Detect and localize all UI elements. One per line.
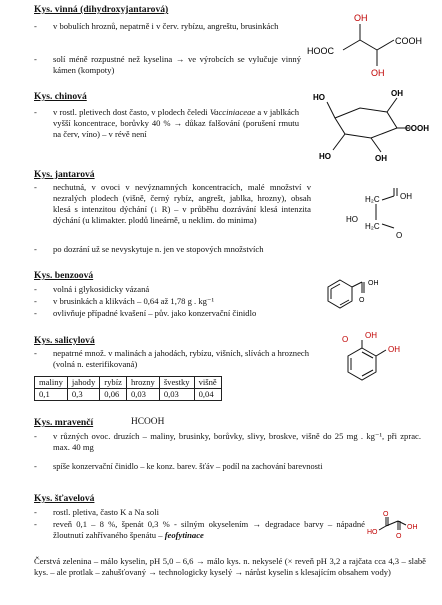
- table-cell: 0,03: [159, 389, 194, 401]
- formula-label: O: [396, 533, 402, 540]
- table-header-cell: maliny: [35, 377, 68, 389]
- formula-text: HCOOH: [131, 417, 165, 427]
- formula-label: H₂C: [365, 222, 380, 231]
- list-item: v bobulích hroznů, nepatrně i v červ. rybízu, angreštu, brusinkách: [53, 21, 279, 31]
- formula-label: HO: [319, 152, 331, 161]
- list-item: v různých ovoc. druzích – maliny, brusinky, borůvky, slivy, broskve, višně do 25 mg . kg⁻¹, při zprac. max. 40 mg: [53, 431, 421, 452]
- formula-label: HO: [313, 93, 325, 102]
- table-header-cell: višně: [194, 377, 221, 389]
- salicylic-acid-structure: [338, 330, 418, 394]
- formula-label: OH: [368, 280, 379, 287]
- bullet-dash: -: [34, 107, 37, 117]
- bullet-dash: -: [34, 284, 37, 294]
- list-item: rostl. pletiva, často K a Na soli: [53, 507, 159, 517]
- formula-label: OH: [407, 524, 418, 531]
- section-title-jantarova: Kys. jantarová: [34, 169, 95, 180]
- formula-label: HO: [346, 215, 358, 224]
- list-item: nechutná, v ovoci v nevýznamných koncentracích, malé množství v nezralých plodech (višně, černý rybíz, angrešt, jablka, hrozny), obsah klesá s intenzitou dýchání (↓ R) – v průběhu dozrávání klesá intenzita dýchání (u klimakter. plodů lineárně, u neklim. do minima): [53, 182, 311, 225]
- formula-label: OH: [371, 68, 385, 78]
- formula-label: COOH: [395, 36, 422, 46]
- italic-term: Vacciniaceae: [209, 107, 256, 117]
- bullet-dash: -: [34, 54, 37, 64]
- bullet-dash: -: [34, 308, 37, 318]
- benzoic-acid-structure: [322, 276, 384, 314]
- formula-label: O: [383, 511, 389, 518]
- table-row: [35, 389, 222, 401]
- summary-paragraph: Čerstvá zelenina – málo kyselin, pH 5,0 – 6,6 → málo kys. n. nekyselé (× reveň pH 3,2 a rajčata cca 4,3 – slabě kys. – ale protlak – zahušťovaný → technologicky kyselý → nárůst kyselin s klesajícím obsahem vody): [34, 556, 426, 577]
- table-cell: 0,3: [67, 389, 99, 401]
- list-item: volná i glykosidicky vázaná: [53, 284, 150, 294]
- table-header-cell: rybíz: [100, 377, 127, 389]
- formula-label: HOOC: [307, 46, 334, 56]
- bullet-dash: -: [34, 507, 37, 517]
- list-item: nepatrné množ. v malinách a jahodách, rybízu, višních, slívách a hroznech (volná n. esterifikovaná): [53, 348, 309, 369]
- list-item: po dozrání už se nevyskytuje n. jen ve stopových množstvích: [53, 244, 264, 254]
- bullet-dash: -: [34, 519, 37, 529]
- section-title-vinna: Kys. vinná (dihydroxyjantarová): [34, 4, 169, 15]
- formula-label: OH: [365, 331, 377, 340]
- section-title-salicylova: Kys. salicylová: [34, 335, 95, 346]
- table-header-cell: jahody: [67, 377, 99, 389]
- list-item: solí méně rozpustné než kyselina → ve výrobcích se vylučuje vinný kámen (kompoty): [53, 54, 301, 75]
- bullet-dash: -: [34, 431, 37, 441]
- tartaric-acid-structure: [305, 10, 435, 85]
- formula-label: OH: [391, 89, 403, 98]
- quinic-acid-structure: [305, 86, 437, 166]
- bullet-dash: -: [34, 296, 37, 306]
- bullet-dash: -: [34, 244, 37, 254]
- table-header-cell: hrozny: [126, 377, 159, 389]
- formula-label: OH: [354, 13, 368, 23]
- bullet-dash: -: [34, 348, 37, 358]
- formula-label: OH: [400, 192, 412, 201]
- formula-label: HO: [367, 529, 378, 536]
- list-item: reveň 0,1 – 8 %, špenát 0,3 % - silným okyselením → degradace barvy – nápadné žloutnutí zahřívaného špenátu – feofytinace: [53, 519, 365, 540]
- formula-label: OH: [375, 154, 387, 163]
- formula-label: H₂C: [365, 195, 380, 204]
- bullet-dash: -: [34, 182, 37, 192]
- section-title-mravenci: Kys. mravenčí: [34, 417, 94, 428]
- oxalic-acid-structure: [366, 508, 426, 542]
- bullet-dash: -: [34, 461, 37, 471]
- bullet-dash: -: [34, 21, 37, 31]
- salicylic-content-table: [34, 376, 222, 401]
- section-title-chinova: Kys. chinová: [34, 91, 87, 102]
- emphasis-term: feofytinace: [164, 530, 204, 540]
- list-item: spíše konzervační činidlo – ke konz. barev. šťáv – podíl na zachování barevnosti: [53, 462, 323, 471]
- table-row: [35, 377, 222, 389]
- succinic-acid-structure: [338, 186, 438, 242]
- formula-label: COOH: [405, 124, 429, 133]
- formula-label: OH: [388, 345, 400, 354]
- list-item: v brusinkách a klikvách – 0,64 až 1,78 g . kg⁻¹: [53, 296, 215, 306]
- formula-label: O: [396, 231, 403, 240]
- formula-label: O: [359, 297, 365, 304]
- list-item: v rostl. pletivech dost často, v plodech čeledi Vacciniaceae a v jablkách vyšší koncentrace, borůvky 40 % → důkaz falšování (porušení rmutu na červ, víno) – v révě není: [53, 107, 299, 139]
- table-header-cell: švestky: [159, 377, 194, 389]
- table-cell: 0,06: [100, 389, 127, 401]
- section-title-stavelova: Kys. šťavelová: [34, 493, 95, 504]
- formula-label: O: [342, 335, 349, 344]
- table-cell: 0,03: [126, 389, 159, 401]
- section-title-benzoova: Kys. benzoová: [34, 270, 94, 281]
- list-item: ovlivňuje případné kvašení – pův. jako konzervační činidlo: [53, 308, 257, 318]
- table-cell: 0,1: [35, 389, 68, 401]
- table-cell: 0,04: [194, 389, 221, 401]
